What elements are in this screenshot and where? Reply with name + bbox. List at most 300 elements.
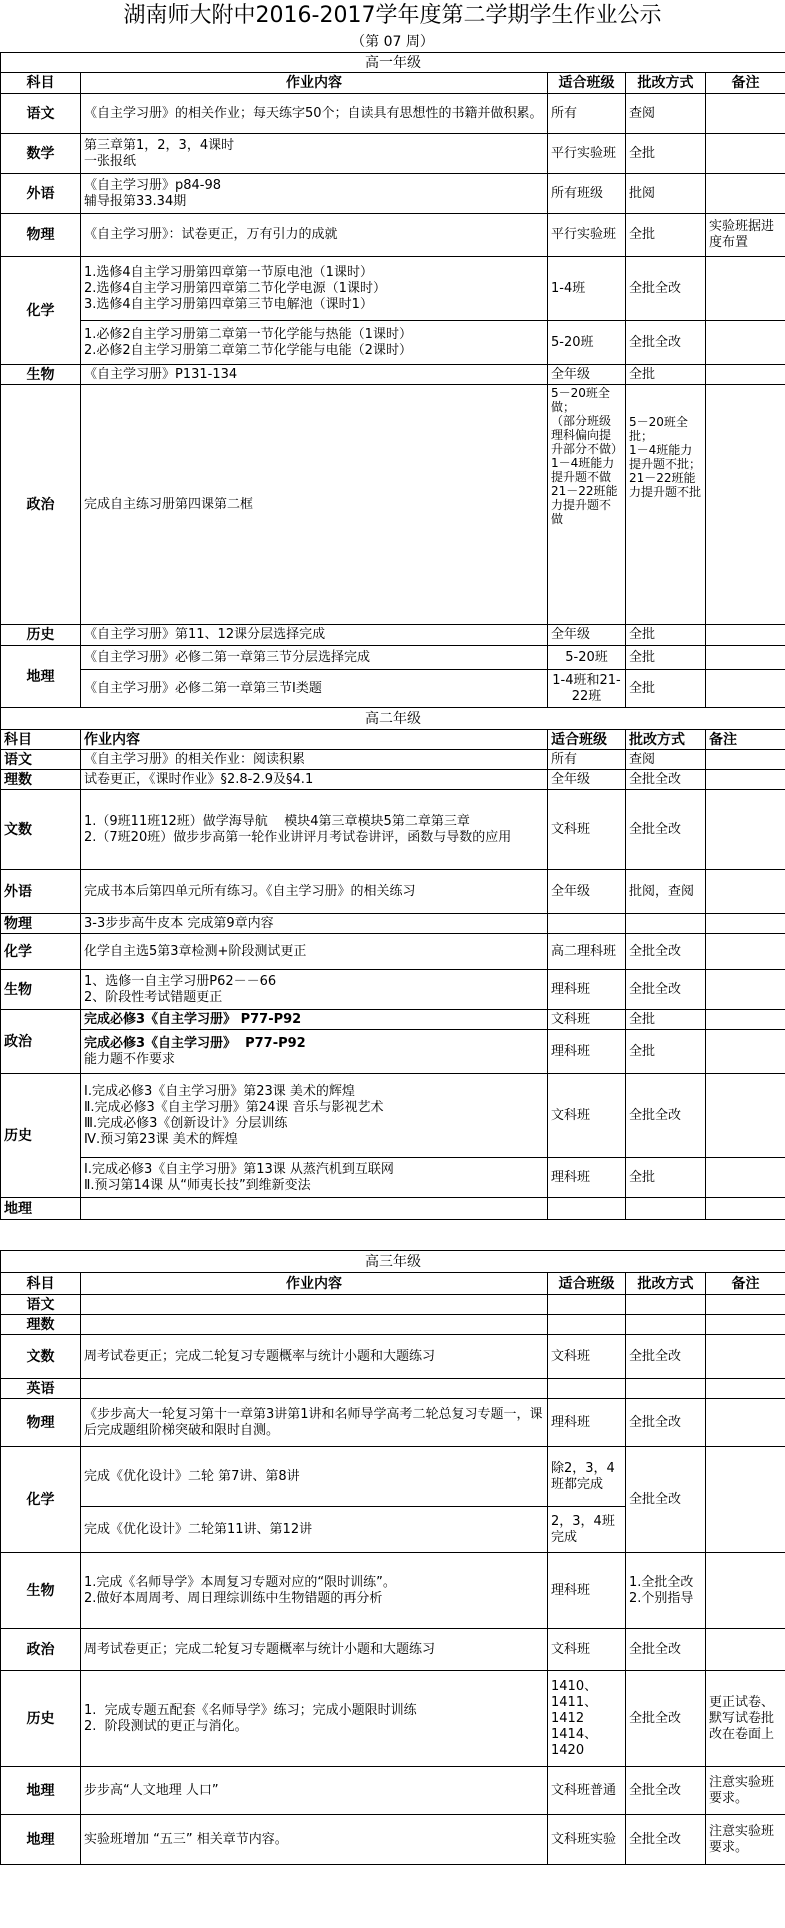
class-cell (548, 1379, 626, 1399)
method-cell (626, 257, 706, 321)
method-line: 全批 (629, 227, 656, 242)
class-cell (548, 1553, 626, 1629)
note-cell (706, 1671, 785, 1767)
note-cell (706, 1158, 785, 1198)
method-line: 全批全改 (629, 1491, 682, 1507)
class-cell (548, 365, 626, 385)
table-row (1, 1767, 785, 1815)
content-cell (81, 1074, 548, 1158)
subject-cell: 历史 (1, 625, 81, 646)
content-line: 化学自主选5第3章检测+阶段测试更正 (84, 943, 307, 959)
content-line: Ⅱ.完成必修3《自主学习册》第24课 音乐与影视艺术 (84, 1099, 384, 1115)
content-cell (81, 790, 548, 870)
class-line: 除2，3，4 班都完成 (551, 1460, 619, 1492)
content-line: 完成自主练习册第四课第二框 (84, 496, 254, 512)
content-line: 第三章第1，2，3，4课时 (84, 137, 235, 153)
header-content: 作业内容 (81, 730, 548, 750)
content-line: 3-3步步高牛皮本 完成第9章内容 (84, 915, 274, 931)
method-line: 全批 (629, 627, 656, 642)
class-cell (548, 257, 626, 321)
content-cell (81, 1198, 548, 1220)
header-content: 作业内容 (81, 1273, 548, 1295)
method-line: 批阅，查阅 (629, 883, 695, 899)
subject-cell: 外语 (1, 174, 81, 214)
class-cell (548, 625, 626, 646)
note-cell (706, 174, 785, 214)
method-cell (626, 1295, 706, 1315)
class-cell (548, 1629, 626, 1671)
method-line: 全批全改 (629, 1348, 682, 1364)
table-row (1, 970, 785, 1010)
method-line: 2.个别指导 (629, 1590, 694, 1606)
method-cell (626, 174, 706, 214)
method-line: 全批 (629, 1043, 656, 1059)
class-cell (548, 970, 626, 1010)
table-row (1, 1295, 785, 1315)
content-cell (81, 1447, 548, 1507)
class-cell (548, 1030, 626, 1074)
note-cell (706, 625, 785, 646)
note-cell (706, 914, 785, 934)
subject-cell: 地理 (1, 1767, 81, 1815)
method-cell (626, 1379, 706, 1399)
grade-1-title: 高一年级 (1, 53, 785, 73)
header-note: 备注 (706, 73, 785, 94)
class-line: 2，3，4班完成 (551, 1513, 615, 1545)
note-cell (706, 94, 785, 134)
header-class: 适合班级 (548, 1273, 626, 1295)
note-cell (706, 870, 785, 914)
content-line: 2. 阶段测试的更正与消化。 (84, 1718, 248, 1734)
table-row (1, 1335, 785, 1379)
class-cell (548, 321, 626, 365)
content-cell (81, 1553, 548, 1629)
method-cell (626, 321, 706, 365)
content-line: 辅导报第33.34期 (84, 193, 187, 209)
note-cell (706, 1447, 785, 1553)
content-line: 完成书本后第四单元所有练习。《自主学习册》的相关练习 (84, 883, 416, 899)
subject-cell: 地理 (1, 646, 81, 708)
class-line: 1-4班和21-22班 (552, 672, 621, 704)
note-cell (706, 1315, 785, 1335)
subject-cell: 政治 (1, 1629, 81, 1671)
subject-cell: 语文 (1, 1295, 81, 1315)
table-row (1, 1379, 785, 1399)
header-note: 备注 (706, 1273, 785, 1295)
content-line: 《自主学习册》：试卷更正，万有引力的成就 (84, 227, 338, 242)
class-cell (548, 1158, 626, 1198)
class-cell (548, 646, 626, 670)
class-cell (548, 214, 626, 257)
content-line: 《自主学习册》必修二第一章第三节分层选择完成 (84, 649, 371, 665)
header-content: 作业内容 (81, 73, 548, 94)
table-row (1, 1671, 785, 1767)
note-cell (706, 1629, 785, 1671)
note-line: 更正试卷、默写试卷批改在卷面上 (709, 1694, 775, 1742)
class-cell (548, 914, 626, 934)
class-line: 5-20班 (565, 649, 608, 665)
method-cell (626, 1767, 706, 1815)
note-cell (706, 934, 785, 970)
method-cell (626, 1447, 706, 1553)
class-line: 21－22班能力提升题不做 (551, 484, 618, 526)
table-row (1, 94, 785, 134)
content-line: 《自主学习册》必修二第一章第三节Ⅰ类题 (84, 680, 322, 696)
method-cell (626, 934, 706, 970)
method-cell (626, 134, 706, 174)
method-cell (626, 646, 706, 670)
method-cell (626, 1815, 706, 1865)
note-cell (706, 670, 785, 708)
method-cell (626, 1399, 706, 1447)
table-row (1, 790, 785, 870)
content-cell (81, 1295, 548, 1315)
note-cell (706, 790, 785, 870)
method-line: 全批全改 (629, 771, 682, 787)
note-cell (706, 1295, 785, 1315)
method-line: 全批全改 (629, 1782, 682, 1798)
table-row (1, 1399, 785, 1447)
subject-cell: 外语 (1, 870, 81, 914)
grade-1-title-row (1, 53, 785, 73)
subject-cell: 化学 (1, 934, 81, 970)
subject-cell: 政治 (1, 1010, 81, 1074)
subject-cell: 数学 (1, 134, 81, 174)
content-line: 《自主学习册》的相关作业：阅读积累 (84, 751, 306, 767)
content-cell (81, 670, 548, 708)
content-line: 能力题不作要求 (84, 1051, 176, 1067)
content-line: Ⅳ.预习第23课 美术的辉煌 (84, 1131, 238, 1147)
class-line: 文科班 (551, 821, 591, 837)
content-line: 1. 完成专题五配套《名师导学》练习；完成小题限时训练 (84, 1702, 417, 1718)
content-line: Ⅱ.预习第14课 从“师夷长技”到维新变法 (84, 1177, 311, 1193)
content-cell (81, 1399, 548, 1447)
class-cell (548, 670, 626, 708)
table-row (1, 625, 785, 646)
method-cell (626, 1030, 706, 1074)
method-cell (626, 625, 706, 646)
header-method: 批改方式 (626, 730, 706, 750)
content-line: 《自主学习册》P131-134 (84, 366, 238, 382)
grade-3-title-row (1, 1251, 785, 1273)
table-row (1, 914, 785, 934)
content-line: 2.选修4自主学习册第四章第二节化学电源（1课时） (84, 280, 386, 296)
method-line: 1.全批全改 (629, 1574, 694, 1590)
content-line: 完成必修3《自主学习册》 P77-P92 (84, 1035, 306, 1051)
content-cell (81, 1629, 548, 1671)
note-cell (706, 321, 785, 365)
subject-cell: 语文 (1, 750, 81, 770)
content-line: 周考试卷更正；完成二轮复习专题概率与统计小题和大题练习 (84, 1348, 436, 1364)
content-cell (81, 321, 548, 365)
subject-cell: 理数 (1, 1315, 81, 1335)
class-line: 高二理科班 (551, 943, 617, 959)
class-cell (548, 1074, 626, 1158)
class-line: 文科班 (551, 1107, 591, 1123)
class-line: 1414、1420 (551, 1726, 598, 1758)
table-row (1, 174, 785, 214)
content-line: 完成必修3《自主学习册》 P77-P92 (84, 1011, 302, 1027)
grade-2-header-row (1, 730, 785, 750)
content-line: 一张报纸 (84, 153, 137, 169)
subject-cell: 历史 (1, 1074, 81, 1198)
class-line: 理科班 (551, 1043, 591, 1059)
content-cell (81, 1379, 548, 1399)
class-line: 平行实验班 (551, 227, 617, 242)
class-cell (548, 1335, 626, 1379)
content-cell (81, 1030, 548, 1074)
header-method: 批改方式 (626, 1273, 706, 1295)
content-cell (81, 385, 548, 625)
note-cell (706, 214, 785, 257)
class-line: 文科班 (551, 1011, 591, 1027)
method-cell (626, 1335, 706, 1379)
class-cell (548, 1399, 626, 1447)
class-cell (548, 1671, 626, 1767)
method-line: 批阅 (629, 185, 656, 201)
method-cell (626, 1198, 706, 1220)
note-cell (706, 646, 785, 670)
table-row (1, 1447, 785, 1507)
content-line: 1.（9班11班12班）做学海导航 模块4第三章模块5第二章第三章 (84, 813, 470, 829)
content-line: 完成《优化设计》二轮第11讲、第12讲 (84, 1521, 313, 1537)
class-cell (548, 385, 626, 625)
method-line: 全批全改 (629, 280, 682, 296)
note-cell (706, 1198, 785, 1220)
method-line: 21－22班能力提升题不批 (629, 471, 702, 499)
class-line: 全年级 (551, 883, 591, 899)
table-row (1, 1629, 785, 1671)
class-line: 理科班 (551, 1414, 591, 1430)
content-line: 《自主学习册》p84-98 (84, 177, 222, 193)
subject-cell: 生物 (1, 1553, 81, 1629)
class-line: 全年级 (551, 771, 591, 787)
content-line: 试卷更正，《课时作业》§2.8-2.9及§4.1 (84, 771, 314, 787)
class-line: 5－20班全做； (551, 386, 610, 414)
note-cell (706, 1815, 785, 1865)
note-cell (706, 1335, 785, 1379)
grade-2-title-row (1, 708, 785, 730)
class-line: 文科班普通 (551, 1782, 617, 1798)
note-cell (706, 770, 785, 790)
header-subject: 科目 (1, 730, 81, 750)
note-cell (706, 257, 785, 321)
grade-3-title: 高三年级 (1, 1251, 785, 1273)
note-cell (706, 750, 785, 770)
content-line: 实验班增加 “五三” 相关章节内容。 (84, 1831, 288, 1847)
table-row (1, 321, 785, 365)
method-cell (626, 94, 706, 134)
note-cell (706, 385, 785, 625)
table-row (1, 214, 785, 257)
table-row (1, 1315, 785, 1335)
method-cell (626, 1074, 706, 1158)
content-cell (81, 750, 548, 770)
class-line: 理科班 (551, 1169, 591, 1185)
class-line: 1-4班 (551, 280, 586, 296)
table-row (1, 1010, 785, 1030)
class-line: （部分班级理科偏向提升部分不做） (551, 414, 624, 456)
class-line: 5-20班 (551, 334, 594, 350)
class-line: 1410、1411、1412 (551, 1678, 598, 1726)
content-line: 周考试卷更正；完成二轮复习专题概率与统计小题和大题练习 (84, 1641, 436, 1657)
subject-cell: 化学 (1, 1447, 81, 1553)
method-line: 全批全改 (629, 981, 682, 997)
homework-table (0, 52, 785, 1865)
method-line: 全批全改 (629, 1831, 682, 1847)
method-cell (626, 970, 706, 1010)
class-cell (548, 94, 626, 134)
method-cell (626, 1553, 706, 1629)
class-line: 1－4班能力提升题不做 (551, 456, 615, 484)
method-cell (626, 1629, 706, 1671)
subject-cell: 物理 (1, 1399, 81, 1447)
content-line: 2.做好本周周考、周日理综训练中生物错题的再分析 (84, 1590, 383, 1606)
method-line: 全批全改 (629, 1414, 682, 1430)
content-cell (81, 365, 548, 385)
content-cell (81, 1335, 548, 1379)
method-line: 全批 (629, 366, 656, 382)
table-row (1, 385, 785, 625)
table-row (1, 1553, 785, 1629)
content-line: 1、选修一自主学习册P62－－66 (84, 973, 277, 989)
subject-cell: 理数 (1, 770, 81, 790)
grade-3-header-row (1, 1273, 785, 1295)
subject-cell: 语文 (1, 94, 81, 134)
method-cell (626, 1315, 706, 1335)
note-cell (706, 1074, 785, 1158)
class-cell (548, 174, 626, 214)
class-cell (548, 790, 626, 870)
content-line: Ⅰ.完成必修3《自主学习册》第13课 从蒸汽机到互联网 (84, 1161, 394, 1177)
method-line: 1－4班能力提升题不批； (629, 443, 702, 471)
content-line: 3.选修4自主学习册第四章第三节电解池（课时1） (84, 296, 373, 312)
content-line: Ⅰ.完成必修3《自主学习册》第23课 美术的辉煌 (84, 1083, 355, 1099)
class-line: 所有班级 (551, 185, 604, 201)
table-row (1, 646, 785, 670)
table-row (1, 770, 785, 790)
subject-cell: 物理 (1, 214, 81, 257)
note-cell (706, 365, 785, 385)
method-cell (626, 385, 706, 625)
method-cell (626, 1671, 706, 1767)
method-cell (626, 750, 706, 770)
class-line: 全年级 (551, 627, 591, 642)
note-cell (706, 1010, 785, 1030)
class-cell (548, 870, 626, 914)
table-row (1, 1198, 785, 1220)
content-line: 1.完成《名师导学》本周复习专题对应的“限时训练”。 (84, 1574, 396, 1590)
content-cell (81, 914, 548, 934)
content-cell (81, 625, 548, 646)
class-line: 所有 (551, 105, 578, 121)
content-cell (81, 1815, 548, 1865)
class-line: 所有 (551, 751, 578, 767)
subject-cell: 物理 (1, 914, 81, 934)
content-line: Ⅲ.完成必修3《创新设计》分层训练 (84, 1115, 288, 1131)
subject-cell: 文数 (1, 1335, 81, 1379)
note-cell (706, 1399, 785, 1447)
table-row (1, 1074, 785, 1158)
class-cell (548, 1447, 626, 1507)
class-cell (548, 1767, 626, 1815)
method-cell (626, 1158, 706, 1198)
content-cell (81, 1158, 548, 1198)
class-cell (548, 134, 626, 174)
method-line: 全批全改 (629, 1710, 682, 1726)
method-line: 全批全改 (629, 943, 682, 959)
method-line: 5－20班全批； (629, 415, 688, 443)
content-line: 2.必修2自主学习册第二章第二节化学能与电能（2课时） (84, 342, 412, 358)
subject-cell: 英语 (1, 1379, 81, 1399)
content-line: 1.必修2自主学习册第二章第一节化学能与热能（1课时） (84, 326, 412, 342)
method-cell (626, 870, 706, 914)
class-cell (548, 1315, 626, 1335)
table-row (1, 750, 785, 770)
content-line: 1.选修4自主学习册第四章第一节原电池（1课时） (84, 264, 373, 280)
content-cell (81, 174, 548, 214)
class-line: 文科班 (551, 1641, 591, 1657)
table-row (1, 365, 785, 385)
grade-1-header-row (1, 73, 785, 94)
content-cell (81, 1767, 548, 1815)
method-line: 全批全改 (629, 334, 682, 350)
method-cell (626, 670, 706, 708)
content-cell (81, 214, 548, 257)
class-line: 文科班 (551, 1348, 591, 1364)
subject-cell: 地理 (1, 1815, 81, 1865)
content-cell (81, 870, 548, 914)
content-cell (81, 94, 548, 134)
note-cell (706, 1767, 785, 1815)
content-cell (81, 1315, 548, 1335)
header-class: 适合班级 (548, 73, 626, 94)
class-cell (548, 1010, 626, 1030)
note-cell (706, 970, 785, 1010)
class-line: 理科班 (551, 981, 591, 997)
content-line: 步步高“人文地理 人口” (84, 1782, 219, 1798)
subject-cell: 生物 (1, 365, 81, 385)
table-row (1, 1030, 785, 1074)
method-line: 全批 (629, 145, 656, 161)
content-cell (81, 770, 548, 790)
note-cell (706, 134, 785, 174)
method-cell (626, 214, 706, 257)
table-row (1, 934, 785, 970)
class-cell (548, 750, 626, 770)
content-cell (81, 134, 548, 174)
method-cell (626, 914, 706, 934)
content-cell (81, 934, 548, 970)
content-cell (81, 970, 548, 1010)
class-cell (548, 770, 626, 790)
table-row (1, 257, 785, 321)
class-line: 理科班 (551, 1582, 591, 1598)
table-row (1, 1815, 785, 1865)
content-line: 完成《优化设计》二轮 第7讲、第8讲 (84, 1468, 300, 1484)
content-line: 《自主学习册》第11、12课分层选择完成 (84, 627, 326, 642)
header-method: 批改方式 (626, 73, 706, 94)
content-line: 《步步高大一轮复习第十一章第3讲第1讲和名师导学高考二轮总复习专题一，课后完成题组阶梯突破和限时自测。 (84, 1406, 543, 1438)
subject-cell: 政治 (1, 385, 81, 625)
table-row (1, 134, 785, 174)
method-cell (626, 1010, 706, 1030)
content-cell (81, 1010, 548, 1030)
content-cell (81, 1507, 548, 1553)
class-cell (548, 1507, 626, 1553)
content-line: 2、阶段性考试错题更正 (84, 989, 223, 1005)
class-line: 平行实验班 (551, 145, 617, 161)
